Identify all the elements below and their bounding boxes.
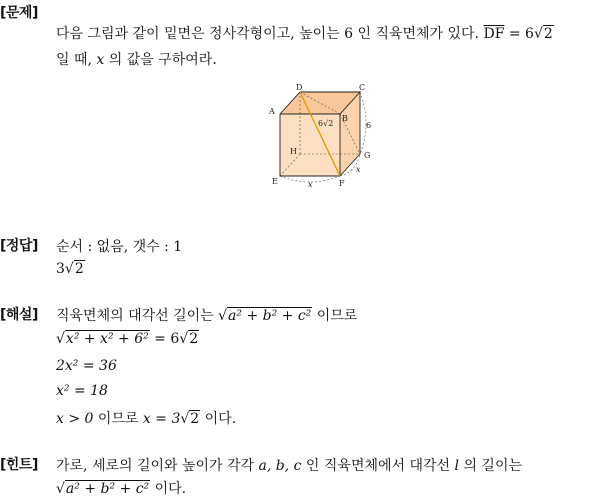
- explanation-line-5: x > 0 이므로 x = 3√2 이다.: [56, 411, 237, 427]
- hint-text-1c: 의 길이는: [459, 458, 522, 474]
- explanation-tag: [해설]: [0, 307, 38, 323]
- explanation-eq-2: = 6: [149, 331, 180, 347]
- hint-tag: [힌트]: [0, 457, 38, 473]
- problem-var-x: x: [96, 52, 105, 68]
- problem-text-2b: 의 값을 구하여라.: [104, 52, 217, 68]
- explanation-text-5: 이므로: [93, 411, 143, 427]
- hint-var-l: l: [454, 458, 459, 474]
- problem-text-1: 다음 그림과 같이 밑면은 정사각형이고, 높이는 6 인 직육면체가 있다.: [56, 26, 484, 42]
- explanation-line-4: x² = 18: [56, 383, 108, 399]
- explanation-line-1: 직육면체의 대각선 길이는 √a² + b² + c² 이므로: [56, 308, 358, 324]
- hint-text-1b: 인 직육면체에서 대각선: [301, 458, 455, 474]
- explanation-text-1: 직육면체의 대각선 길이는: [56, 308, 219, 324]
- hint-line-1: [56, 455, 522, 475]
- vertex-label-g: G: [364, 151, 371, 160]
- height-label: 6: [366, 121, 372, 130]
- vertex-label-c: C: [359, 83, 366, 92]
- segment-df: $\overline{DF}$: [483, 26, 505, 42]
- answer-order-count: 순서 : 없음, 갯수 : 1: [56, 239, 183, 255]
- explanation-line-2: √x² + x² + 6² = 6√2: [56, 331, 199, 347]
- hint-tail: 이다.: [150, 481, 187, 497]
- hint-vars: a, b, c: [258, 458, 302, 474]
- explanation-line-3: 2x² = 36: [56, 358, 117, 374]
- hint-root: a² + b² + c²: [65, 481, 150, 497]
- answer-root: 2: [74, 261, 84, 277]
- vertex-label-f: F: [339, 179, 345, 188]
- vertex-label-a: A: [269, 107, 275, 116]
- explanation-root-5: 2: [190, 411, 200, 427]
- vertex-label-b: B: [342, 114, 348, 123]
- explanation-root-2: x² + x² + 6²: [65, 331, 149, 347]
- answer-line-1: [56, 236, 182, 256]
- problem-eq: = 6: [504, 26, 534, 42]
- explanation-cond: x > 0: [56, 411, 94, 427]
- base-label-1: x: [308, 180, 313, 189]
- answer-coef: 3: [56, 261, 65, 277]
- problem-root: 2: [543, 26, 553, 42]
- cuboid-figure: [266, 80, 378, 192]
- vertex-label-e: E: [272, 177, 278, 186]
- problem-text-2a: 일 때,: [56, 52, 97, 68]
- explanation-root-2b: 2: [189, 331, 199, 347]
- explanation-result: x = 3: [142, 411, 181, 427]
- vertex-label-h: H: [290, 147, 297, 156]
- explanation-tail-1: 이므로: [312, 308, 358, 324]
- explanation-root-1: a² + b² + c²: [228, 308, 312, 324]
- hint-text-1a: 가로, 세로의 길이와 높이가 각각: [56, 458, 259, 474]
- hint-line-2: √a² + b² + c² 이다.: [56, 481, 187, 497]
- answer-line-2: 3√2: [56, 261, 84, 277]
- vertex-label-d: D: [296, 83, 303, 92]
- answer-tag: [정답]: [0, 238, 38, 254]
- problem-line-1: 다음 그림과 같이 밑면은 정사각형이고, 높이는 6 인 직육면체가 있다. $\overline{DF} = 6√2$: [56, 26, 553, 42]
- problem-line-2: [56, 49, 217, 69]
- problem-tag: [문제]: [0, 5, 38, 21]
- explanation-tail-5: 이다.: [200, 411, 237, 427]
- diagonal-label: 6√2: [318, 119, 334, 128]
- base-label-2: x: [356, 165, 361, 174]
